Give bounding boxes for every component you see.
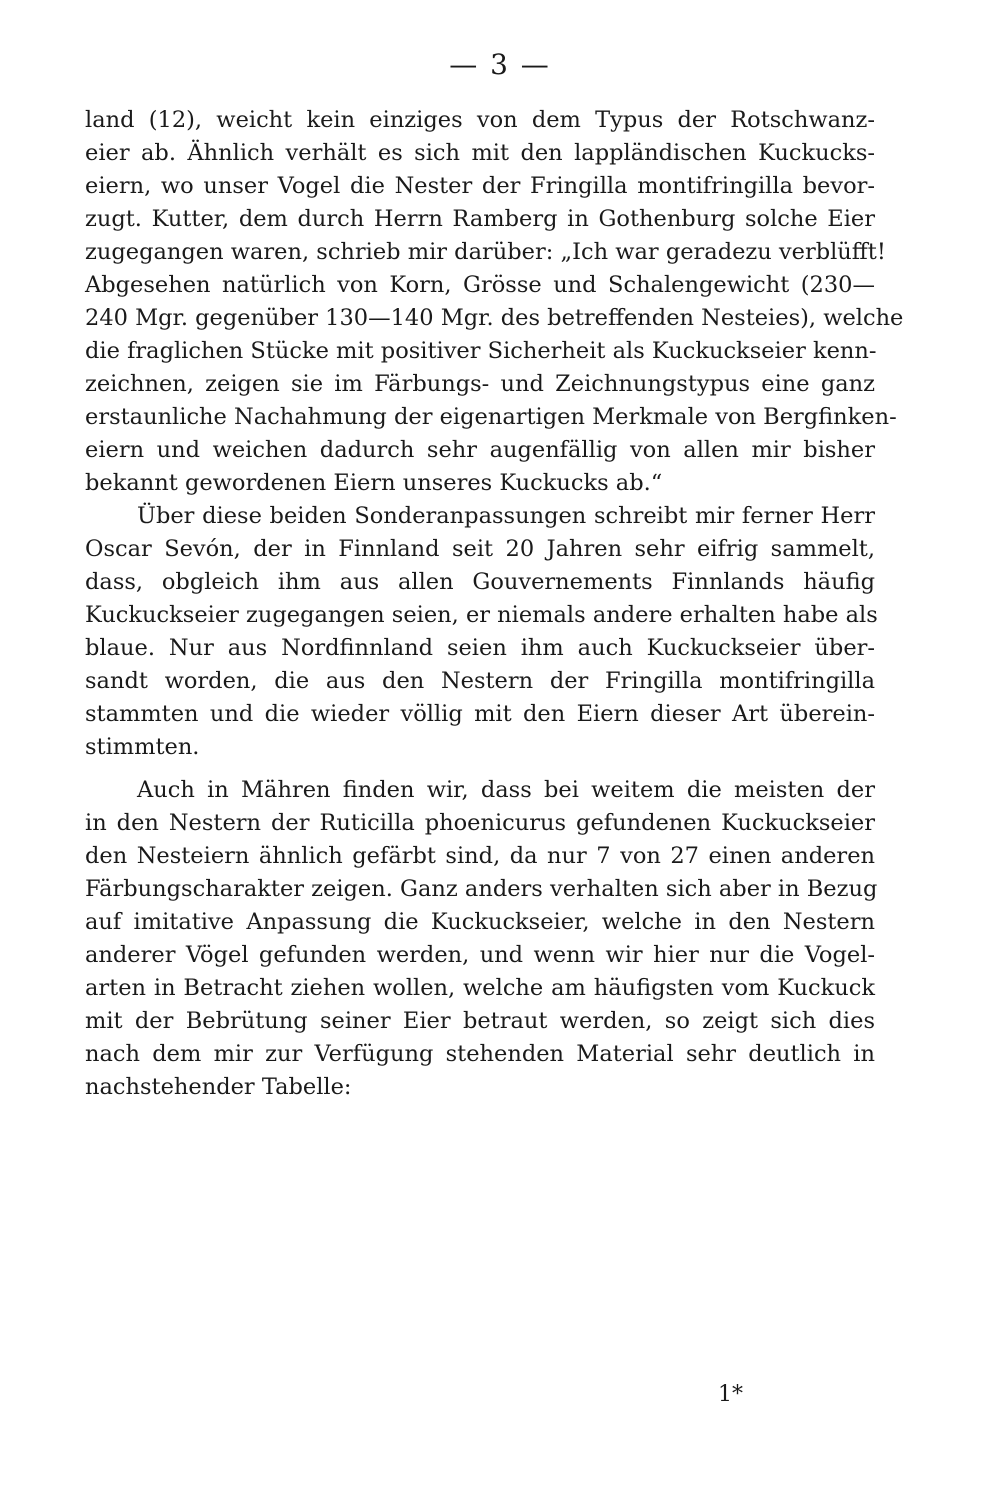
text-line: stimmten. [85, 734, 200, 760]
text-line: Färbungscharakter zeigen. Ganz anders verhalten sich aber in Bezug [85, 876, 878, 902]
text-line: eier ab. Ähnlich verhält es sich mit den lappländischen Kuckucks- [85, 140, 875, 166]
text-line: eiern, wo unser Vogel die Nester der Fringilla montifringilla bevor- [85, 173, 875, 199]
paragraph-3 [85, 774, 878, 1104]
body-text [85, 104, 904, 1104]
text-line: Kuckuckseier zugegangen seien, er niemals andere erhalten habe als [85, 602, 878, 628]
paragraph-1 [85, 104, 904, 500]
text-line: blaue. Nur aus Nordfinnland seien ihm auch Kuckuckseier über- [85, 635, 875, 661]
paragraph-2 [85, 500, 878, 764]
text-line: erstaunliche Nachahmung der eigenartigen Merkmale von Bergfinken- [85, 404, 897, 430]
text-line: anderer Vögel gefunden werden, und wenn wir hier nur die Vogel- [85, 942, 875, 968]
text-line: Auch in Mähren finden wir, dass bei weitem die meisten der [137, 777, 875, 803]
text-line: Abgesehen natürlich von Korn, Grösse und Schalengewicht (230— [85, 272, 875, 298]
text-line: sandt worden, die aus den Nestern der Fringilla montifringilla [85, 668, 875, 694]
text-line: Oscar Sevón, der in Finnland seit 20 Jahren sehr eifrig sammelt, [85, 536, 875, 562]
text-line: nachstehender Tabelle: [85, 1074, 352, 1100]
text-line: dass, obgleich ihm aus allen Gouvernements Finnlands häufig [85, 569, 875, 595]
text-line: 240 Mgr. gegenüber 130—140 Mgr. des betreffenden Nesteies), welche [85, 305, 904, 331]
text-line: auf imitative Anpassung die Kuckuckseier, welche in den Nestern [85, 909, 875, 935]
text-line: die fraglichen Stücke mit positiver Sicherheit als Kuckuckseier kenn- [85, 338, 877, 364]
page-number: — 3 — [449, 48, 551, 81]
printer-signature-mark: 1* [718, 1382, 743, 1407]
text-line: in den Nestern der Ruticilla phoenicurus gefundenen Kuckuckseier [85, 810, 875, 836]
text-line: bekannt gewordenen Eiern unseres Kuckucks ab.“ [85, 470, 663, 496]
text-line: arten in Betracht ziehen wollen, welche am häufigsten vom Kuckuck [85, 975, 875, 1001]
text-line: land (12), weicht kein einziges von dem Typus der Rotschwanz- [85, 107, 875, 133]
text-line: den Nesteiern ähnlich gefärbt sind, da nur 7 von 27 einen anderen [85, 843, 875, 869]
text-line: zugt. Kutter, dem durch Herrn Ramberg in Gothenburg solche Eier [85, 206, 875, 232]
paragraph-spacer [85, 764, 875, 774]
text-line: zeichnen, zeigen sie im Färbungs- und Zeichnungstypus eine ganz [85, 371, 875, 397]
text-line: eiern und weichen dadurch sehr augenfällig von allen mir bisher [85, 437, 875, 463]
text-line: zugegangen waren, schrieb mir darüber: „Ich war geradezu verblüfft! [85, 239, 886, 265]
text-line: stammten und die wieder völlig mit den Eiern dieser Art überein- [85, 701, 875, 727]
text-line: nach dem mir zur Verfügung stehenden Material sehr deutlich in [85, 1041, 875, 1067]
text-line: mit der Bebrütung seiner Eier betraut werden, so zeigt sich dies [85, 1008, 875, 1034]
text-line: Über diese beiden Sonderanpassungen schreibt mir ferner Herr [137, 503, 875, 529]
